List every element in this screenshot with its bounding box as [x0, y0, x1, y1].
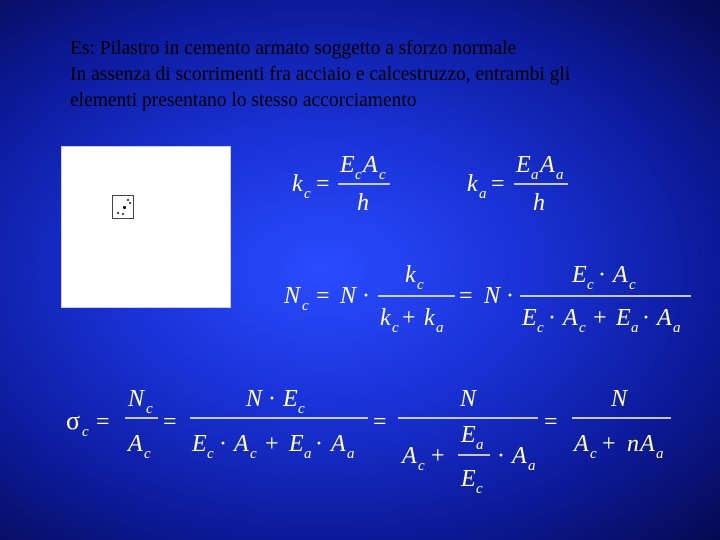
svg-text:E: E — [522, 305, 537, 331]
svg-text:c: c — [476, 481, 483, 497]
svg-text:k: k — [292, 171, 303, 197]
svg-text:c: c — [304, 186, 311, 202]
svg-text:a: a — [556, 167, 564, 183]
svg-text:k: k — [405, 262, 416, 288]
svg-text:n: n — [627, 431, 639, 457]
svg-text:=: = — [373, 409, 387, 435]
svg-text:A: A — [540, 152, 555, 178]
heading-line-1: Es: Pilastro in cemento armato soggetto a sforzo normale — [70, 38, 517, 59]
svg-text:=: = — [96, 409, 110, 435]
svg-text:·: · — [598, 262, 606, 288]
svg-text:a: a — [476, 437, 484, 453]
svg-text:σ: σ — [66, 406, 81, 435]
svg-text:N: N — [284, 283, 301, 309]
heading-line-3: elementi presentano lo stesso accorciamento — [70, 90, 417, 111]
svg-text:+: + — [265, 431, 279, 457]
svg-text:c: c — [417, 277, 424, 293]
svg-text:a: a — [436, 320, 444, 336]
svg-text:k: k — [424, 305, 435, 331]
svg-text:h: h — [357, 190, 369, 216]
svg-text:+: + — [402, 305, 416, 331]
svg-text:c: c — [146, 401, 153, 417]
svg-text:E: E — [461, 466, 476, 492]
svg-text:A: A — [574, 431, 589, 457]
svg-text:A: A — [234, 431, 249, 457]
svg-text:E: E — [289, 431, 304, 457]
heading-line-2: In assenza di scorrimenti fra acciaio e calcestruzzo, entrambi gli — [70, 64, 571, 85]
svg-text:A: A — [363, 152, 378, 178]
svg-text:c: c — [392, 320, 399, 336]
svg-text:c: c — [587, 277, 594, 293]
svg-text:c: c — [144, 446, 151, 462]
svg-text:c: c — [590, 446, 597, 462]
formula-kc — [292, 152, 390, 216]
svg-text:A: A — [563, 305, 578, 331]
svg-text:=: = — [544, 409, 558, 435]
svg-text:·: · — [642, 305, 650, 331]
svg-text:N: N — [611, 386, 628, 412]
svg-text:c: c — [629, 277, 636, 293]
svg-text:a: a — [479, 186, 487, 202]
svg-text:·: · — [268, 386, 276, 412]
svg-text:=: = — [316, 283, 330, 309]
svg-text:a: a — [656, 446, 664, 462]
svg-text:a: a — [631, 320, 639, 336]
svg-text:=: = — [491, 171, 505, 197]
svg-text:c: c — [207, 446, 214, 462]
svg-text:N: N — [484, 283, 501, 309]
svg-text:E: E — [192, 431, 207, 457]
formula-Nc — [283, 262, 691, 336]
svg-text:c: c — [579, 320, 586, 336]
svg-text:=: = — [459, 283, 473, 309]
svg-text:E: E — [283, 386, 298, 412]
svg-text:+: + — [602, 431, 616, 457]
svg-text:E: E — [461, 422, 476, 448]
svg-text:·: · — [548, 305, 556, 331]
svg-text:A: A — [402, 443, 417, 469]
svg-text:=: = — [316, 171, 330, 197]
formula-ka — [467, 152, 568, 216]
formula-sigma-c — [66, 386, 671, 497]
svg-text:c: c — [418, 458, 425, 474]
svg-text:A: A — [128, 431, 143, 457]
svg-text:c: c — [355, 167, 362, 183]
svg-text:a: a — [528, 458, 536, 474]
svg-text:A: A — [331, 431, 346, 457]
svg-text:A: A — [613, 262, 628, 288]
svg-text:A: A — [512, 443, 527, 469]
svg-text:+: + — [593, 305, 607, 331]
svg-text:c: c — [298, 401, 305, 417]
svg-text:N: N — [246, 386, 263, 412]
svg-text:E: E — [340, 152, 355, 178]
svg-text:c: c — [302, 298, 309, 314]
svg-text:·: · — [506, 283, 514, 309]
svg-text:A: A — [640, 431, 655, 457]
svg-text:·: · — [219, 431, 227, 457]
svg-text:c: c — [379, 167, 386, 183]
svg-text:a: a — [347, 446, 355, 462]
svg-text:N: N — [460, 386, 477, 412]
svg-text:A: A — [657, 305, 672, 331]
svg-text:N: N — [340, 283, 357, 309]
svg-text:a: a — [531, 167, 539, 183]
svg-text:·: · — [362, 283, 370, 309]
svg-text:h: h — [533, 190, 545, 216]
svg-text:·: · — [315, 431, 323, 457]
svg-text:+: + — [431, 443, 445, 469]
svg-text:E: E — [516, 152, 531, 178]
svg-text:N: N — [128, 386, 145, 412]
svg-text:·: · — [497, 443, 505, 469]
svg-text:E: E — [572, 262, 587, 288]
svg-text:c: c — [82, 424, 89, 440]
svg-text:E: E — [616, 305, 631, 331]
svg-text:a: a — [673, 320, 681, 336]
svg-text:k: k — [467, 171, 478, 197]
svg-text:a: a — [304, 446, 312, 462]
svg-text:c: c — [250, 446, 257, 462]
svg-text:c: c — [537, 320, 544, 336]
svg-text:k: k — [380, 305, 391, 331]
svg-text:=: = — [163, 409, 177, 435]
